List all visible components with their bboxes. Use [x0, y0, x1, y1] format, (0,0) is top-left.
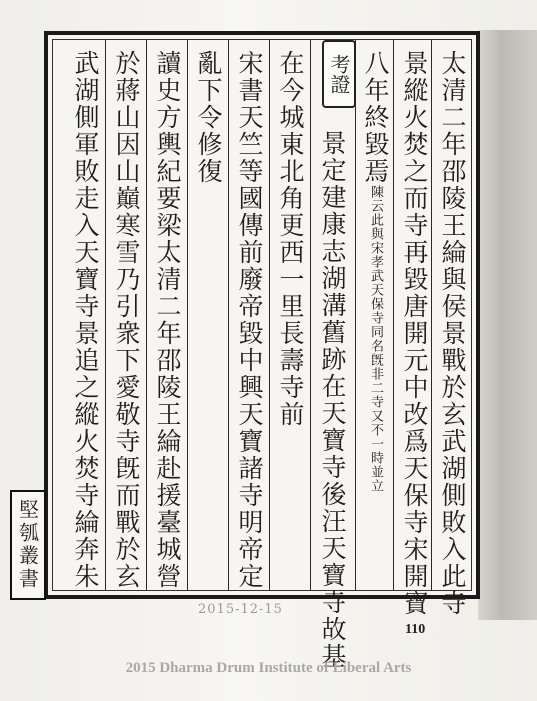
copyright-watermark: 2015 Dharma Drum Institute of Liberal Arts [125, 660, 412, 676]
scan-date-mark: 2015-12-15 [198, 602, 283, 617]
kaozheng-marker [322, 40, 356, 108]
column-rule [431, 40, 432, 590]
column-rule [355, 40, 356, 590]
text-column-8: 讀史方輿紀要梁太清二年邵陵王綸赴援臺城營 [153, 50, 182, 590]
text-column-10: 武湖側軍敗走入天寶寺景追之縱火焚寺綸奔朱 [71, 50, 100, 590]
text-column-5: 在今城東北角更西一里長壽寺前 [276, 50, 305, 428]
column-rule [310, 40, 311, 590]
column-rule [187, 40, 188, 590]
text-column-7: 亂下令修復 [194, 50, 223, 185]
column-rule [105, 40, 106, 590]
text-column-9: 於蔣山因山巔寒雪乃引衆下愛敬寺旣而戰於玄 [112, 50, 141, 590]
page-number: 110 [405, 622, 426, 637]
column-rule [269, 40, 270, 590]
text-column-1: 太清二年邵陵王綸與侯景戰於玄武湖側敗入此寺 [438, 50, 467, 617]
text-column-3 [362, 50, 388, 493]
stamp-label: 堅瓠叢書 [15, 499, 40, 591]
collection-stamp [10, 490, 46, 600]
text-column-3-main: 八年終毀焉 [361, 50, 390, 185]
text-column-4: 景定建康志湖溝舊跡在天寶寺後汪天寶寺故基 [318, 130, 347, 670]
text-column-6: 宋書天竺等國傳前廢帝毀中興天寶諸寺明帝定 [235, 50, 264, 590]
column-rule [228, 40, 229, 590]
column-rule [393, 40, 394, 590]
kaozheng-label: 考證 [327, 54, 351, 94]
facing-page-edge [478, 30, 537, 620]
inline-note: 陳云此與宋孝武天保寺同名旣非二寺又不一時並立 [368, 185, 383, 493]
column-rule [146, 40, 147, 590]
text-column-2: 景縱火焚之而寺再毀唐開元中改爲天保寺宋開寶 [400, 50, 429, 617]
